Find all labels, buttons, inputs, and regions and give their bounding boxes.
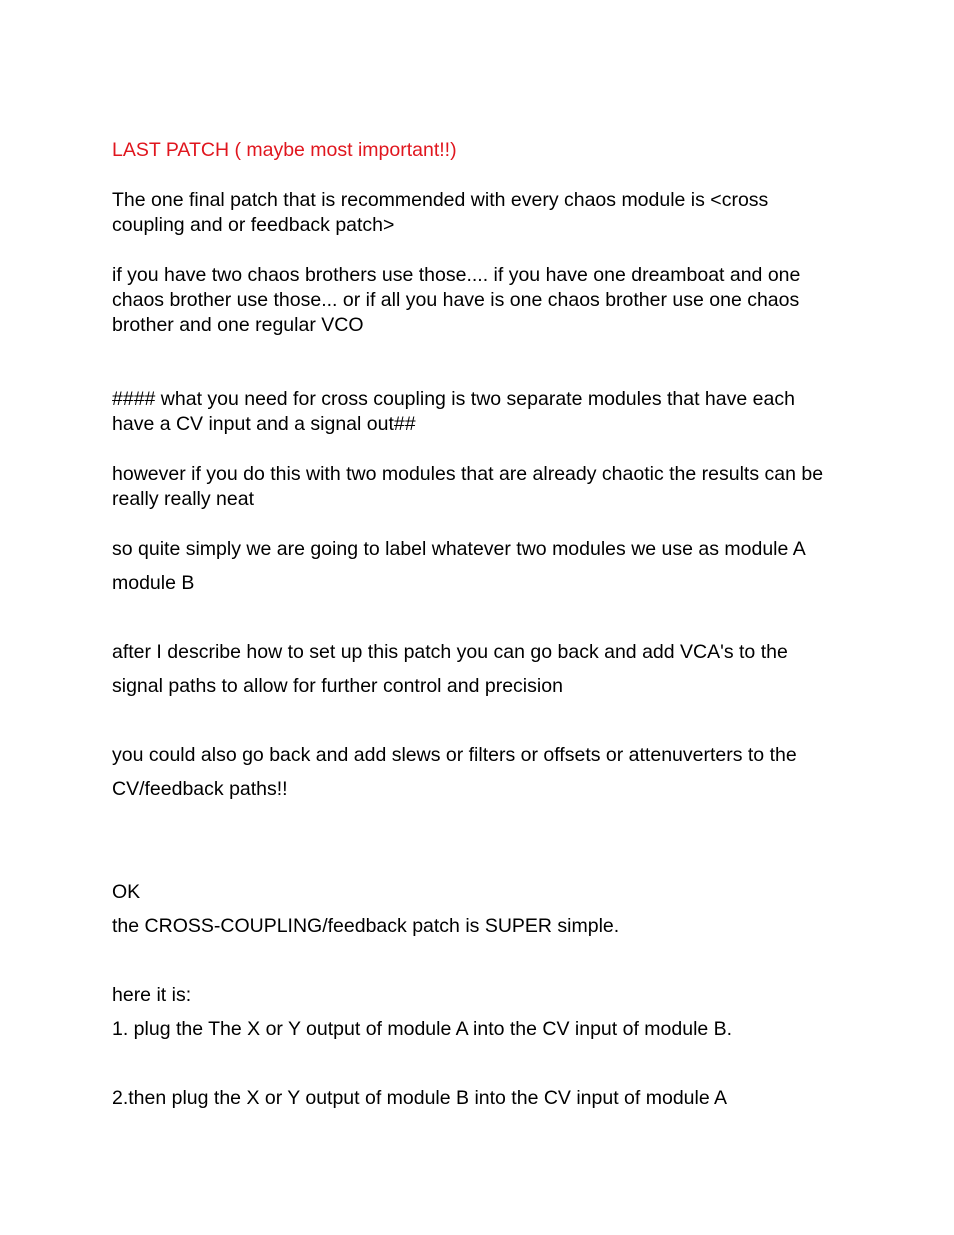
- paragraph-add-slews: you could also go back and add slews or filters or offsets or attenuverters to the CV/feedback paths!!: [112, 744, 797, 800]
- step-1: 1. plug the The X or Y output of module A into the CV input of module B.: [112, 1018, 733, 1040]
- paragraph-module-labels: so quite simply we are going to label whatever two modules we use as module A module B: [112, 538, 805, 594]
- paragraph-ok: OK: [112, 881, 141, 903]
- paragraph-add-vcas: after I describe how to set up this patch you can go back and add VCA's to the signal paths to allow for further control and precision: [112, 641, 788, 697]
- paragraph-recommended-patch: The one final patch that is recommended with every chaos module is <cross coupling and or feedback patch>: [112, 189, 769, 236]
- paragraph-chaotic-results: however if you do this with two modules that are already chaotic the results can be really really neat: [112, 463, 824, 510]
- paragraph-here-it-is: here it is:: [112, 984, 192, 1006]
- document-heading: LAST PATCH ( maybe most important!!): [112, 139, 457, 161]
- paragraph-patch-simple: the CROSS-COUPLING/feedback patch is SUPER simple.: [112, 915, 620, 937]
- paragraph-module-choices: if you have two chaos brothers use those.... if you have one dreamboat and one chaos brother use those... or if all you have is one chaos brother use one chaos brother and one regular VCO: [112, 264, 801, 336]
- paragraph-cross-coupling-requirements: #### what you need for cross coupling is two separate modules that have each have a CV input and a signal out##: [112, 388, 795, 435]
- step-2: 2.then plug the X or Y output of module B into the CV input of module A: [112, 1087, 728, 1109]
